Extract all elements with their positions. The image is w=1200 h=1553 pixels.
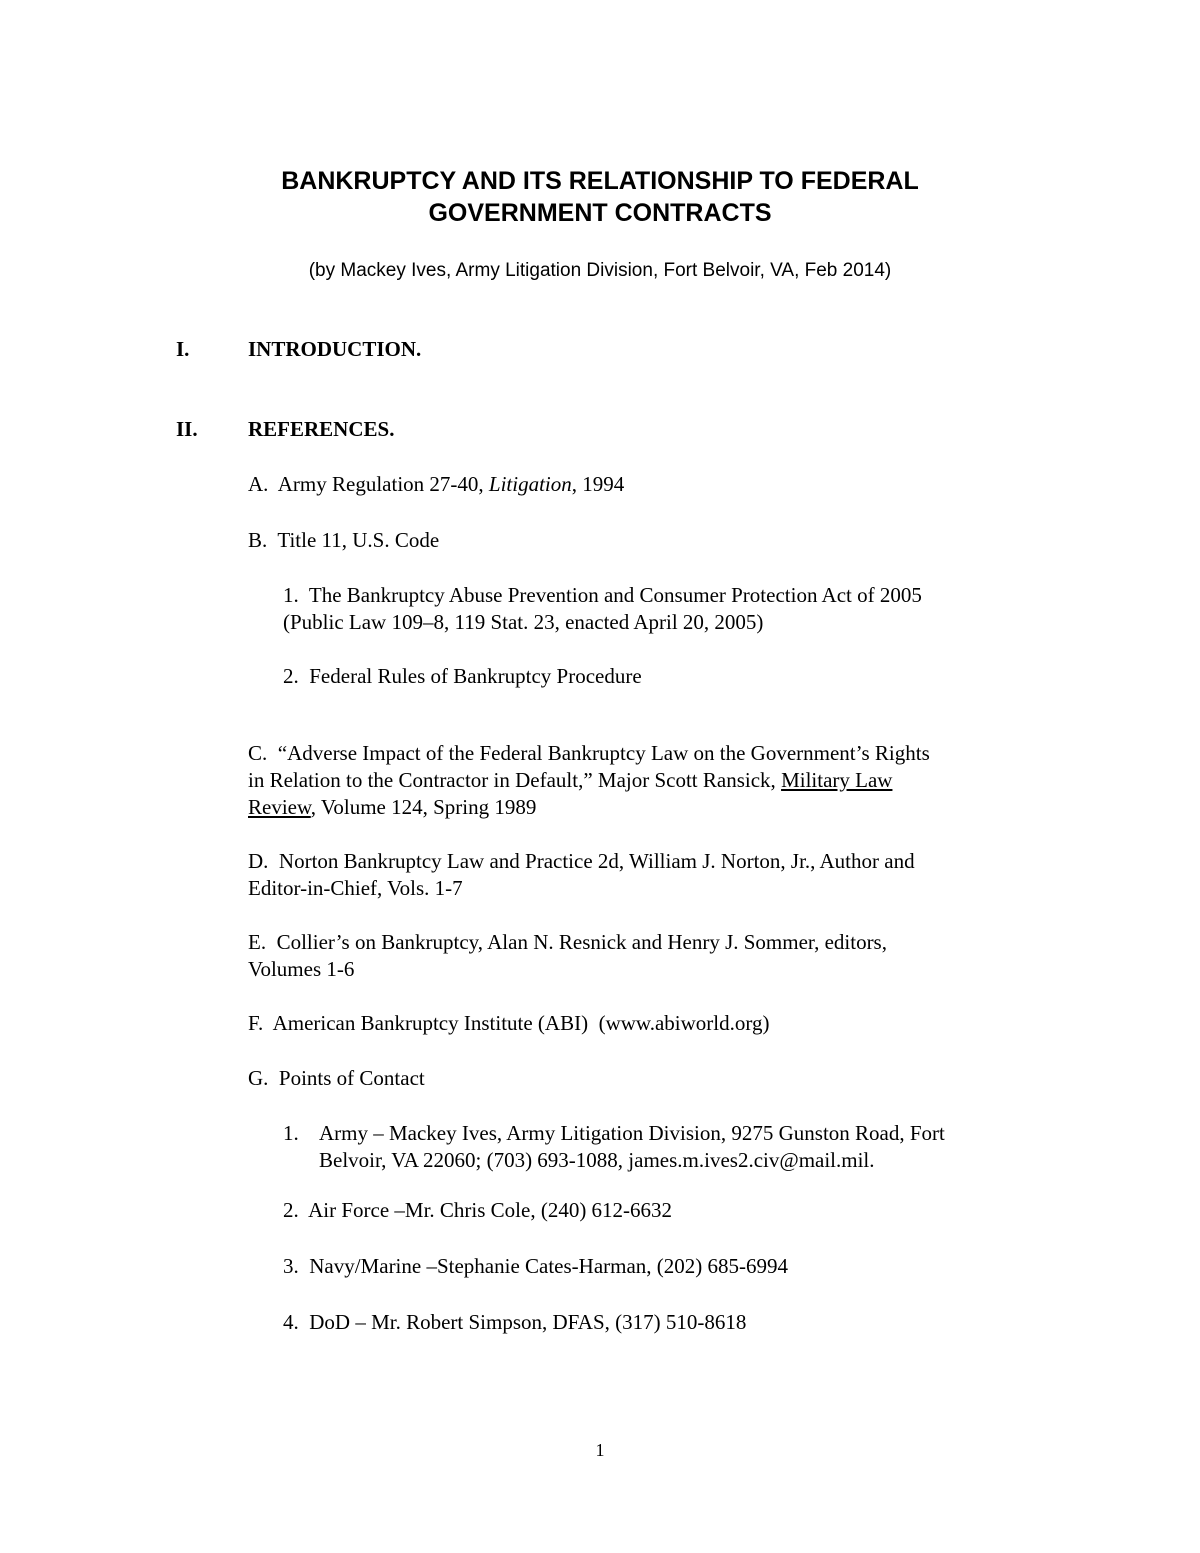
title-line-1: BANKRUPTCY AND ITS RELATIONSHIP TO FEDERAL (281, 167, 919, 195)
section-number-2: II. (176, 417, 198, 441)
section-number-1: I. (176, 337, 190, 361)
reference-b: B. Title 11, U.S. Code (248, 528, 440, 552)
reference-c-line-2 (248, 767, 892, 794)
reference-f: F. American Bankruptcy Institute (ABI) (www.abiworld.org) (248, 1011, 770, 1035)
contact-1-number: 1. (283, 1121, 299, 1145)
reference-b1-line-2: (Public Law 109–8, 119 Stat. 23, enacted April 20, 2005) (283, 610, 764, 634)
contact-3: 3. Navy/Marine –Stephanie Cates-Harman, (202) 685-6994 (283, 1254, 789, 1278)
reference-a-suffix: , 1994 (571, 472, 625, 496)
reference-c-journal-part-2: Review (248, 795, 311, 819)
title-line-2: GOVERNMENT CONTRACTS (428, 199, 772, 227)
reference-e-line-2: Volumes 1-6 (248, 957, 355, 981)
section-title-introduction: INTRODUCTION. (248, 337, 422, 361)
reference-b1-line-1: 1. The Bankruptcy Abuse Prevention and Consumer Protection Act of 2005 (283, 583, 922, 607)
reference-d-line-2: Editor-in-Chief, Vols. 1-7 (248, 876, 463, 900)
reference-c-line-3-text: , Volume 124, Spring 1989 (310, 795, 537, 819)
byline: (by Mackey Ives, Army Litigation Division, Fort Belvoir, VA, Feb 2014) (308, 260, 892, 281)
reference-c-line-1: C. “Adverse Impact of the Federal Bankruptcy Law on the Government’s Rights (248, 741, 930, 765)
section-title-references: REFERENCES. (248, 417, 395, 441)
reference-b2: 2. Federal Rules of Bankruptcy Procedure (283, 664, 642, 688)
reference-c-line-2-text: in Relation to the Contractor in Default,” Major Scott Ransick, (248, 768, 782, 792)
contact-1-line-1: Army – Mackey Ives, Army Litigation Division, 9275 Gunston Road, Fort (319, 1121, 945, 1145)
reference-c-line-3 (248, 794, 536, 821)
contact-2: 2. Air Force –Mr. Chris Cole, (240) 612-6632 (283, 1198, 673, 1222)
contact-1-line-2: Belvoir, VA 22060; (703) 693-1088, james.m.ives2.civ@mail.mil. (319, 1148, 875, 1172)
reference-d-line-1: D. Norton Bankruptcy Law and Practice 2d, William J. Norton, Jr., Author and (248, 849, 915, 873)
page-number: 1 (595, 1440, 605, 1460)
reference-g: G. Points of Contact (248, 1066, 425, 1090)
contact-4: 4. DoD – Mr. Robert Simpson, DFAS, (317) 510-8618 (283, 1310, 747, 1334)
reference-c-journal-part-1: Military Law (781, 768, 893, 792)
reference-a-italic: Litigation (488, 472, 572, 496)
reference-a (248, 471, 624, 498)
reference-e-line-1: E. Collier’s on Bankruptcy, Alan N. Resnick and Henry J. Sommer, editors, (248, 930, 887, 954)
reference-a-prefix: A. Army Regulation 27-40, (248, 472, 489, 496)
